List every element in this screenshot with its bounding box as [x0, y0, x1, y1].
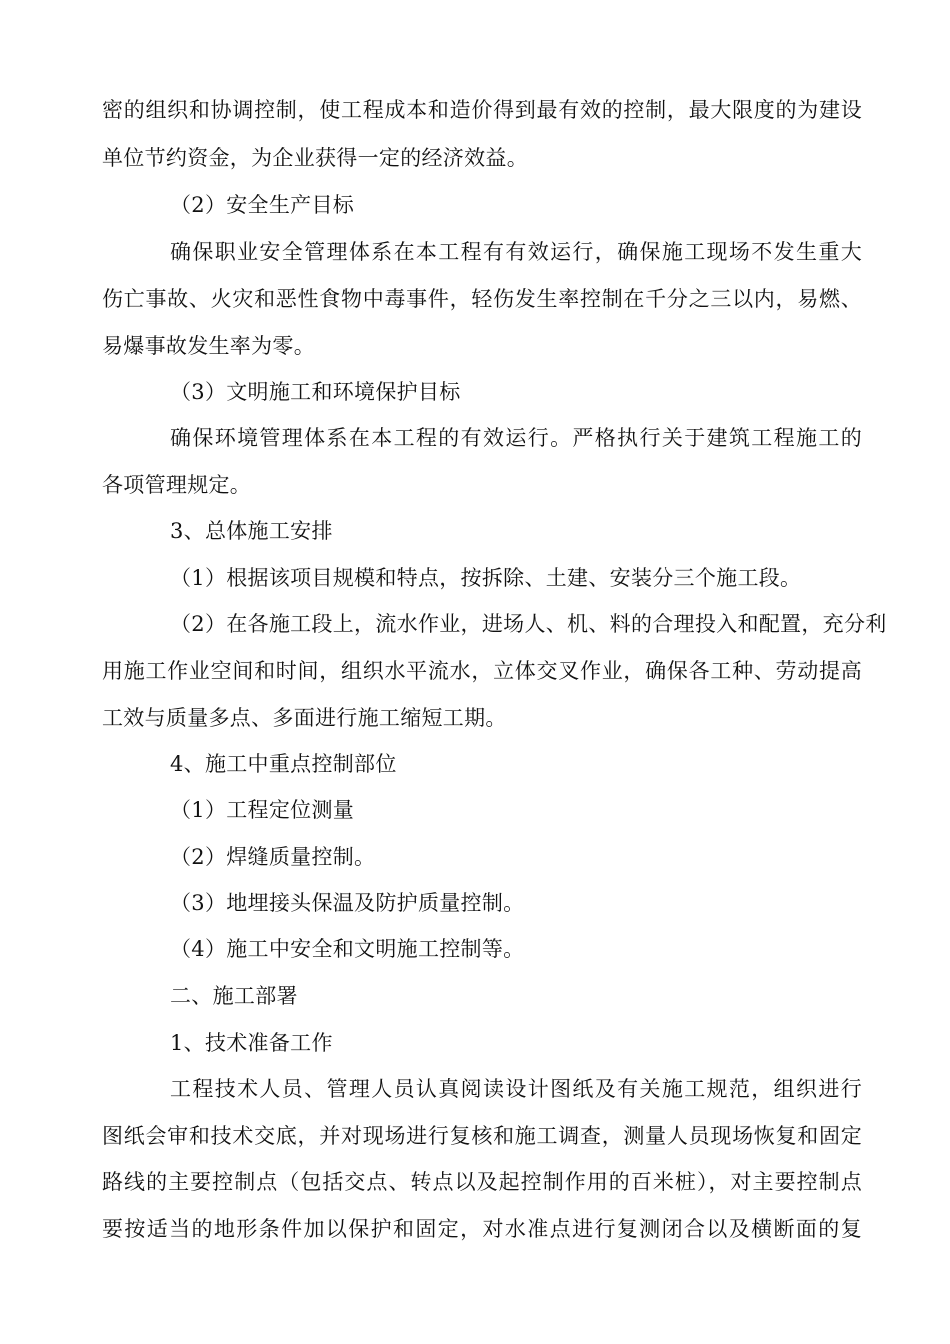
- paragraph-line: 各项管理规定。: [102, 473, 252, 497]
- chapter-heading: 二、施工部署: [170, 984, 298, 1008]
- paragraph-line: 密的组织和协调控制，使工程成本和造价得到最有效的控制，最大限度的为建设: [102, 98, 862, 122]
- list-item: （1）工程定位测量: [170, 798, 355, 822]
- section-heading: 4、施工中重点控制部位: [170, 752, 397, 776]
- list-item: （3）地埋接头保温及防护质量控制。: [170, 891, 525, 915]
- paragraph-line: 易爆事故发生率为零。: [102, 334, 315, 358]
- section-heading: 3、总体施工安排: [170, 519, 333, 543]
- section-heading: （2）安全生产目标: [170, 193, 355, 217]
- paragraph-line: 伤亡事故、火灾和恶性食物中毒事件，轻伤发生率控制在千分之三以内，易燃、: [102, 287, 862, 311]
- paragraph-line: （2）在各施工段上，流水作业，进场人、机、料的合理投入和配置，充分利: [170, 612, 887, 636]
- paragraph-line: 工效与质量多点、多面进行施工缩短工期。: [102, 706, 507, 730]
- paragraph-line: 要按适当的地形条件加以保护和固定，对水准点进行复测闭合以及横断面的复: [102, 1217, 862, 1241]
- list-item: （2）焊缝质量控制。: [170, 845, 376, 869]
- section-heading: 1、技术准备工作: [170, 1031, 333, 1055]
- paragraph-line: （1）根据该项目规模和特点，按拆除、土建、安装分三个施工段。: [170, 566, 802, 590]
- paragraph-line: 确保职业安全管理体系在本工程有有效运行，确保施工现场不发生重大: [170, 240, 862, 264]
- list-item: （4）施工中安全和文明施工控制等。: [170, 937, 525, 961]
- paragraph-line: 工程技术人员、管理人员认真阅读设计图纸及有关施工规范，组织进行: [170, 1077, 862, 1101]
- section-heading: （3）文明施工和环境保护目标: [170, 380, 461, 404]
- paragraph-line: 用施工作业空间和时间，组织水平流水，立体交叉作业，确保各工种、劳动提高: [102, 659, 862, 683]
- paragraph-line: 确保环境管理体系在本工程的有效运行。严格执行关于建筑工程施工的: [170, 426, 862, 450]
- paragraph-line: 路线的主要控制点（包括交点、转点以及起控制作用的百米桩），对主要控制点: [102, 1170, 862, 1194]
- paragraph-line: 单位节约资金，为企业获得一定的经济效益。: [102, 146, 528, 170]
- paragraph-line: 图纸会审和技术交底，并对现场进行复核和施工调查，测量人员现场恢复和固定: [102, 1124, 862, 1148]
